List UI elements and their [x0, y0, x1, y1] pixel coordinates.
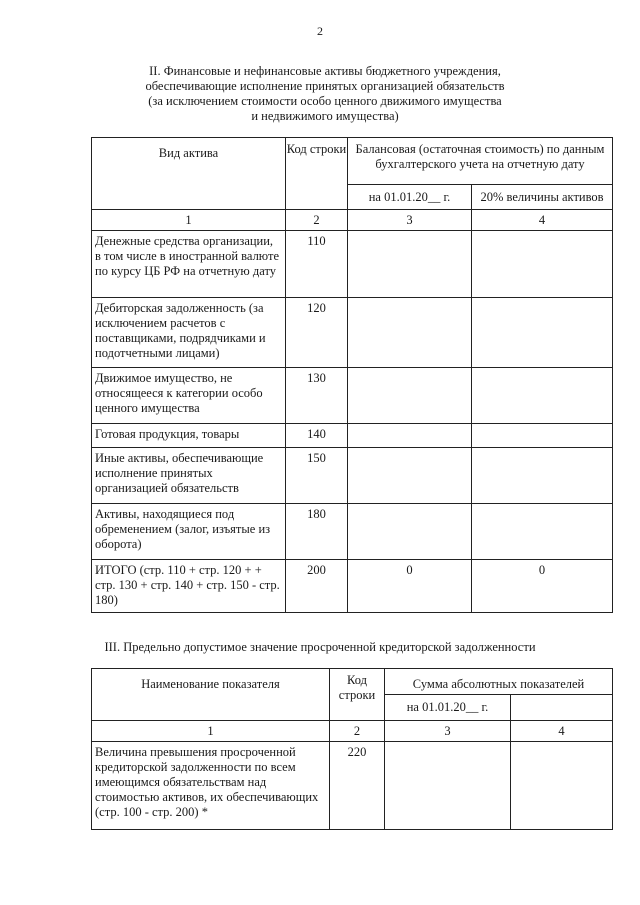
row-name: Готовая продукция, товары [92, 424, 286, 448]
column-number: 2 [330, 721, 385, 742]
row-value [348, 231, 472, 298]
column-number: 1 [92, 210, 286, 231]
column-number: 4 [472, 210, 613, 231]
table-row [92, 424, 613, 448]
row-value [385, 742, 511, 830]
section-2-title-line: обеспечивающие исполнение принятых организацией обязательств [145, 79, 505, 93]
section-2-title [120, 64, 530, 124]
header-balance: Балансовая (остаточная стоимость) по данным бухгалтерского учета на отчетную дату [348, 138, 613, 185]
row-percent [472, 231, 613, 298]
page-number: 2 [317, 24, 323, 38]
row-code: 110 [286, 231, 348, 298]
row-name: Иные активы, обеспечивающие исполнение принятых организацией обязательств [92, 448, 286, 504]
row-code: 120 [286, 298, 348, 368]
row-percent [472, 424, 613, 448]
row-code: 200 [286, 560, 348, 613]
header-empty [511, 695, 613, 721]
section-3-title: III. Предельно допустимое значение просроченной кредиторской задолженности [104, 640, 536, 654]
row-code: 130 [286, 368, 348, 424]
table-row [92, 448, 613, 504]
section-2-title-line: II. Финансовые и нефинансовые активы бюджетного учреждения, [149, 64, 501, 78]
row-value [348, 504, 472, 560]
column-number: 2 [286, 210, 348, 231]
row-code: 140 [286, 424, 348, 448]
assets-table-header-row [92, 138, 613, 185]
section-2-title-line: и недвижимого имущества) [251, 109, 399, 123]
header-date: на 01.01.20__ г. [385, 695, 511, 721]
table-row-total [92, 560, 613, 613]
row-percent [472, 368, 613, 424]
header-code: Код строки [330, 669, 385, 721]
row-percent [472, 298, 613, 368]
row-name: Дебиторская задолженность (за исключением расчетов с поставщиками, подрядчиками и подотчетными лицами) [92, 298, 286, 368]
column-number: 1 [92, 721, 330, 742]
assets-table [91, 137, 613, 613]
header-percent: 20% величины активов [472, 185, 613, 210]
table-row [92, 368, 613, 424]
row-name: Денежные средства организации, в том числе в иностранной валюте по курсу ЦБ РФ на отчетную дату [92, 231, 286, 298]
section-2-title-line: (за исключением стоимости особо ценного движимого имущества [148, 94, 502, 108]
table-row [92, 742, 613, 830]
row-name: Движимое имущество, не относящееся к категории особо ценного имущества [92, 368, 286, 424]
row-percent: 0 [472, 560, 613, 613]
header-code: Код строки [286, 138, 348, 210]
row-value [348, 298, 472, 368]
row-value [348, 424, 472, 448]
row-code: 180 [286, 504, 348, 560]
table-row [92, 504, 613, 560]
row-name: ИТОГО (стр. 110 + стр. 120 + + стр. 130 + стр. 140 + стр. 150 - стр. 180) [92, 560, 286, 613]
table-row [92, 298, 613, 368]
row-percent [472, 504, 613, 560]
table-row [92, 231, 613, 298]
header-indicator: Наименование показателя [92, 669, 330, 721]
overdue-table-header-row [92, 669, 613, 695]
row-value [348, 448, 472, 504]
column-number: 3 [348, 210, 472, 231]
column-number: 4 [511, 721, 613, 742]
row-code: 150 [286, 448, 348, 504]
row-value: 0 [348, 560, 472, 613]
row-percent [472, 448, 613, 504]
row-name: Активы, находящиеся под обременением (залог, изъятые из оборота) [92, 504, 286, 560]
header-asset-type: Вид актива [92, 138, 286, 210]
header-sum: Сумма абсолютных показателей [385, 669, 613, 695]
column-number-row [92, 721, 613, 742]
row-name: Величина превышения просроченной кредиторской задолженности по всем имеющимся обязательствам над стоимостью активов, их обеспечивающих (стр. 100 - стр. 200) * [92, 742, 330, 830]
header-date: на 01.01.20__ г. [348, 185, 472, 210]
column-number: 3 [385, 721, 511, 742]
row-code: 220 [330, 742, 385, 830]
column-number-row [92, 210, 613, 231]
row-extra [511, 742, 613, 830]
row-value [348, 368, 472, 424]
overdue-payables-table [91, 668, 613, 830]
